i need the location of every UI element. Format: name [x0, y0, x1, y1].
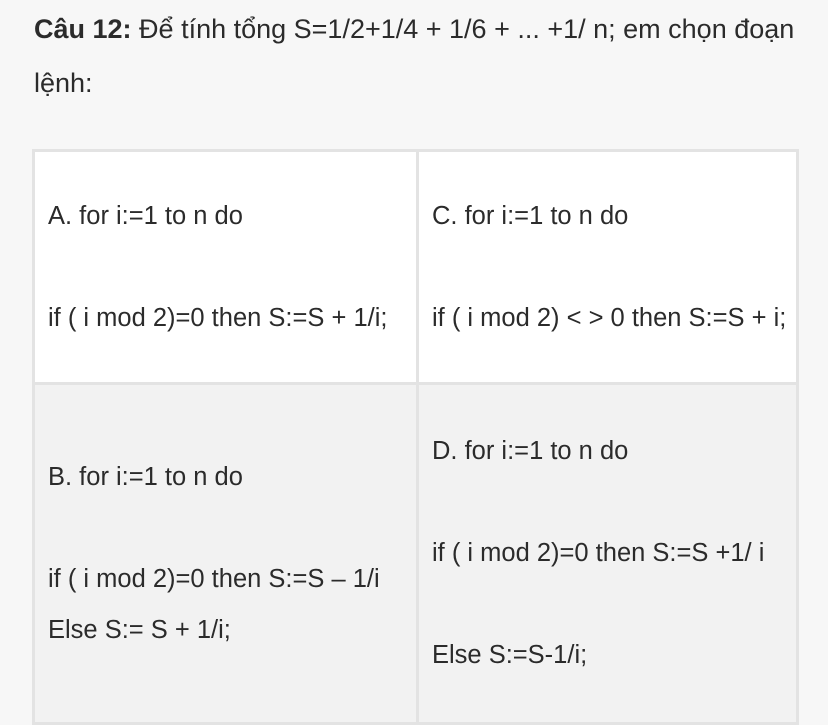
table-row: [34, 384, 798, 724]
question-text: [34, 2, 814, 110]
option-a-cell: [34, 151, 418, 384]
option-c-line2: if ( i mod 2) < > 0 then S:=S + i;: [432, 303, 787, 332]
option-c-line1: C. for i:=1 to n do: [432, 201, 629, 230]
question-label: Câu 12:: [34, 14, 132, 44]
option-d-line3: Else S:=S-1/i;: [432, 641, 588, 669]
option-b-line1: B. for i:=1 to n do: [48, 462, 243, 491]
option-c-cell: [418, 151, 798, 384]
option-a-line1: A. for i:=1 to n do: [48, 201, 243, 230]
answer-table: [32, 149, 799, 725]
option-d-line2: if ( i mod 2)=0 then S:=S +1/ i: [432, 539, 765, 567]
option-b-cell: [34, 384, 418, 724]
option-d-cell: [418, 384, 798, 724]
option-b-line2: if ( i mod 2)=0 then S:=S – 1/i Else S:= S + 1/i;: [48, 564, 380, 644]
question-body: Để tính tổng S=1/2+1/4 + 1/6 + ... +1/ n; em chọn đoạn lệnh:: [34, 14, 795, 98]
option-a-line2: if ( i mod 2)=0 then S:=S + 1/i;: [48, 303, 388, 332]
table-row: [34, 151, 798, 384]
option-d-line1: D. for i:=1 to n do: [432, 437, 629, 465]
